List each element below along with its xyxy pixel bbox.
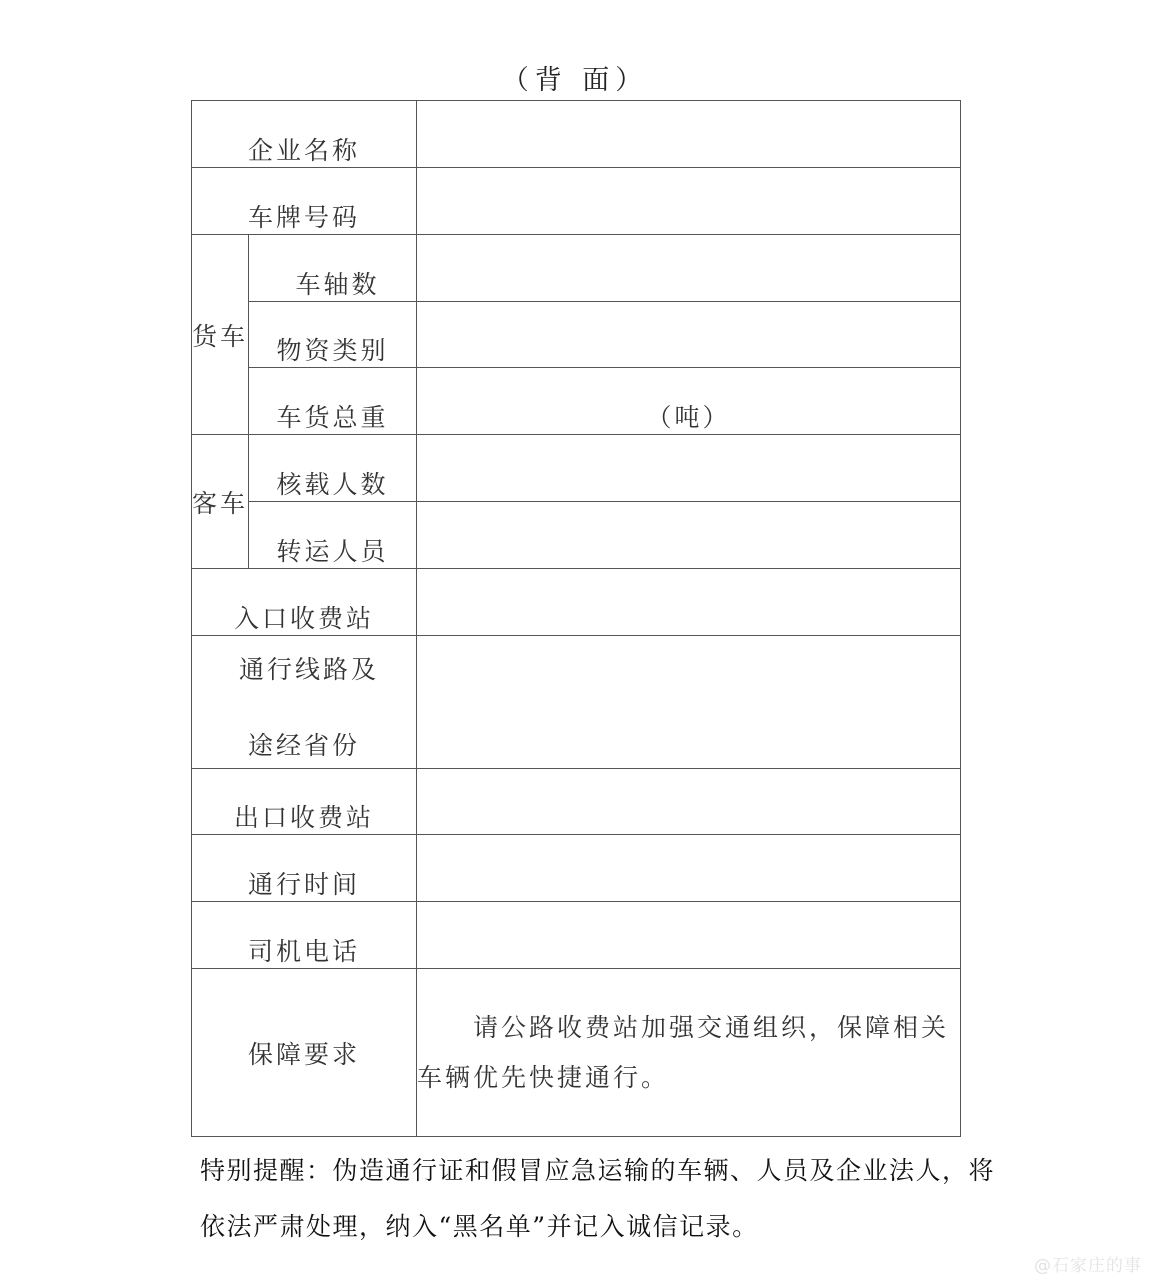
label-truck-group: 货车 (192, 235, 249, 435)
field-transferred-persons[interactable] (417, 502, 961, 569)
row-route (192, 636, 961, 769)
row-travel-time (192, 835, 961, 902)
permit-form-table (191, 100, 961, 1137)
label-plate-number: 车牌号码 (192, 168, 417, 235)
row-company-name (192, 101, 961, 168)
label-transferred-persons: 转运人员 (249, 502, 417, 569)
row-guarantee (192, 969, 961, 1137)
field-rated-passengers[interactable] (417, 435, 961, 502)
label-driver-phone: 司机电话 (192, 902, 417, 969)
weight-unit: （吨） (646, 403, 731, 432)
label-route-line2: 途经省份 (248, 731, 361, 760)
label-bus-group: 客车 (192, 435, 249, 569)
row-gross-weight (192, 368, 961, 435)
label-axle-count: 车轴数 (249, 235, 417, 302)
row-exit-station (192, 769, 961, 835)
watermark: @石家庄的事 (1034, 1256, 1142, 1276)
label-travel-time: 通行时间 (192, 835, 417, 902)
field-plate-number[interactable] (417, 168, 961, 235)
guarantee-text: 请公路收费站加强交通组织，保障相关车辆优先快捷通行。 (417, 969, 961, 1137)
row-plate-number (192, 168, 961, 235)
label-guarantee: 保障要求 (192, 969, 417, 1137)
row-axle-count (192, 235, 961, 302)
field-travel-time[interactable] (417, 835, 961, 902)
row-driver-phone (192, 902, 961, 969)
label-route-line1: 通行线路及 (239, 655, 380, 684)
field-exit-station[interactable] (417, 769, 961, 835)
field-route[interactable] (417, 636, 961, 769)
row-goods-category (192, 302, 961, 368)
label-exit-station: 出口收费站 (192, 769, 417, 835)
page-title: （背 面） (501, 65, 649, 96)
label-gross-weight: 车货总重 (249, 368, 417, 435)
label-goods-category: 物资类别 (249, 302, 417, 368)
field-axle-count[interactable] (417, 235, 961, 302)
field-driver-phone[interactable] (417, 902, 961, 969)
label-company-name: 企业名称 (192, 101, 417, 168)
field-gross-weight[interactable] (417, 368, 961, 435)
label-entry-station: 入口收费站 (192, 569, 417, 636)
field-company-name[interactable] (417, 101, 961, 168)
row-entry-station (192, 569, 961, 636)
field-goods-category[interactable] (417, 302, 961, 368)
label-rated-passengers: 核载人数 (249, 435, 417, 502)
label-route (192, 636, 417, 769)
row-rated-passengers (192, 435, 961, 502)
field-entry-station[interactable] (417, 569, 961, 636)
row-transferred-persons (192, 502, 961, 569)
special-reminder-note: 特别提醒：伪造通行证和假冒应急运输的车辆、人员及企业法人，将依法严肃处理，纳入“黑名单”并记入诚信记录。 (200, 1156, 996, 1241)
